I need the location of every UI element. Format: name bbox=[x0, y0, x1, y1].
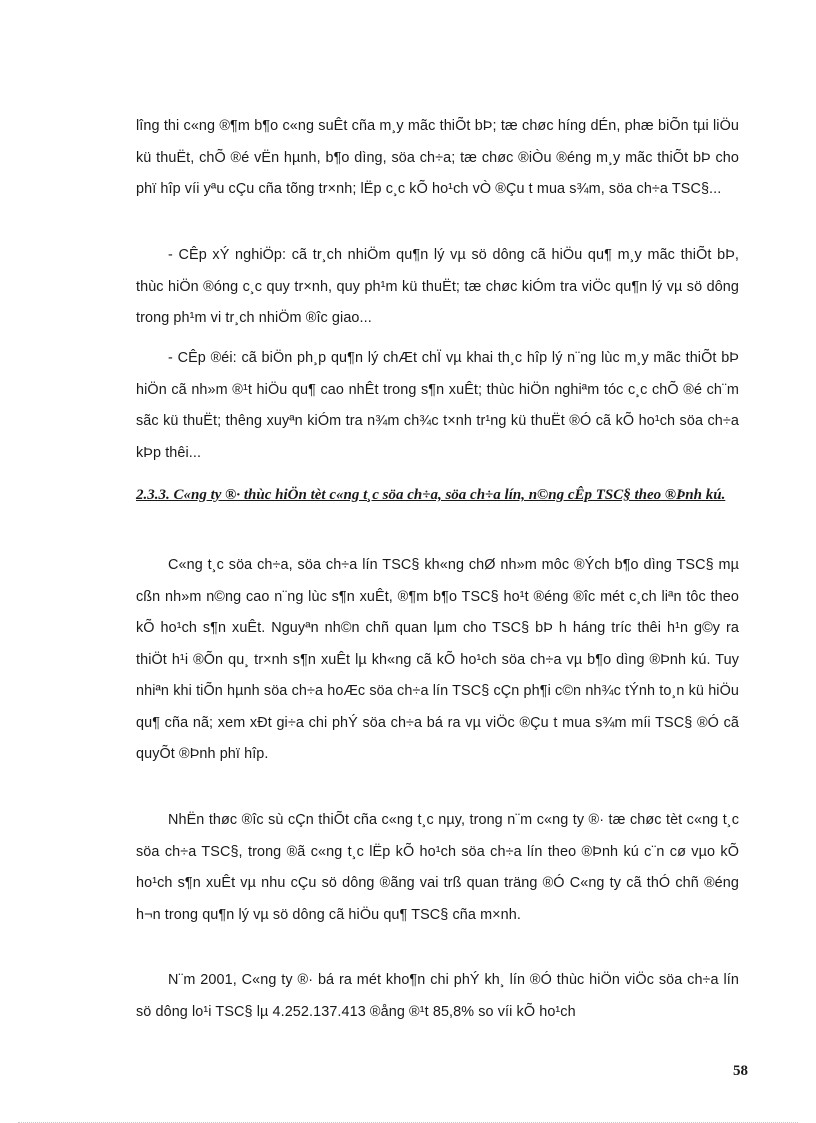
paragraph-4: C«ng t¸c söa ch÷a, söa ch÷a lín TSC§ kh«ng chØ nh»m môc ®Ých b¶o dìng TSC§ mµ cßn nh»m n©ng cao n¨ng lùc s¶n xuÊt, ®¶m b¶o TSC§ ho¹t ®éng ®îc mét c¸ch liªn tôc theo kÕ ho¹ch s¶n xuÊt. Nguyªn nh©n chñ quan lµm cho TSC§ bÞ h háng tríc thêi h¹n g©y ra thiÖt h¹i ®Õn qu¸ tr×nh s¶n xuÊt lµ kh«ng cã kÕ ho¹ch söa ch÷a vµ b¶o dìng ®Þnh kú. Tuy nhiªn khi tiÕn hµnh söa ch÷a hoÆc söa ch÷a lín TSC§ cÇn ph¶i c©n nh¾c tÝnh to¸n kü hiÖu qu¶ cña nã; xem xÐt gi÷a chi phÝ söa ch÷a bá ra vµ viÖc ®Çu t mua s¾m míi TSC§ ®Ó cã quyÕt ®Þnh phï hîp. bbox=[136, 557, 739, 762]
page-number: 58 bbox=[733, 1063, 748, 1079]
paragraph-3: - CÊp ®éi: cã biÖn ph¸p qu¶n lý chÆt chÏ vµ khai th¸c hîp lý n¨ng lùc m¸y mãc thiÕt bÞ hiÖn cã nh»m ®¹t hiÖu qu¶ cao nhÊt trong s¶n xuÊt; thùc hiÖn nghiªm tóc c¸c chÕ ®é ch¨m sãc kü thuËt; thêng xuyªn kiÓm tra n¾m ch¾c t×nh tr¹ng kü thuËt ®Ó cã kÕ ho¹ch söa ch÷a kÞp thêi... bbox=[136, 350, 739, 461]
paragraph-1: lîng thi c«ng ®¶m b¶o c«ng suÊt cña m¸y mãc thiÕt bÞ; tæ chøc híng dÉn, phæ biÕn tµi liÖu kü thuËt, chÕ ®é vËn hµnh, b¶o dìng, söa ch÷a; tæ chøc ®iÒu ®éng m¸y mãc thiÕt bÞ cho phï hîp víi yªu cÇu cña tõng tr×nh; lËp c¸c kÕ ho¹ch vÒ ®Çu t mua s¾m, söa ch÷a TSC§... bbox=[136, 118, 739, 197]
paragraph-2: - CÊp xÝ nghiÖp: cã tr¸ch nhiÖm qu¶n lý vµ sö dông cã hiÖu qu¶ m¸y mãc thiÕt bÞ, thùc hiÖn ®óng c¸c quy tr×nh, quy ph¹m kü thuËt; tæ chøc kiÓm tra viÖc qu¶n lý vµ sö dông trong ph¹m vi tr¸ch nhiÖm ®îc giao... bbox=[136, 247, 739, 326]
paragraph-6: N¨m 2001, C«ng ty ®· bá ra mét kho¶n chi phÝ kh¸ lín ®Ó thùc hiÖn viÖc söa ch÷a lín sö dông lo¹i TSC§ lµ 4.252.137.413 ®ång ®¹t 85,8% so víi kÕ ho¹ch bbox=[136, 972, 739, 1020]
paragraph-5: NhËn thøc ®îc sù cÇn thiÕt cña c«ng t¸c nµy, trong n¨m c«ng ty ®· tæ chøc tèt c«ng t¸c söa ch÷a TSC§, trong ®ã c«ng t¸c lËp kÕ ho¹ch söa ch÷a lín theo ®Þnh kú c¨n cø vµo kÕ ho¹ch s¶n xuÊt vµ nhu cÇu sö dông ®ãng vai trß quan träng ®Ó C«ng ty cã thÓ chñ ®éng h¬n trong qu¶n lý vµ sö dông cã hiÖu qu¶ TSC§ cña m×nh. bbox=[136, 812, 739, 923]
section-heading: 2.3.3. C«ng ty ®· thùc hiÖn tèt c«ng t¸c söa ch÷a, söa ch÷a lín, n©ng cÊp TSC§ theo ®Þnh kú. bbox=[136, 487, 726, 503]
